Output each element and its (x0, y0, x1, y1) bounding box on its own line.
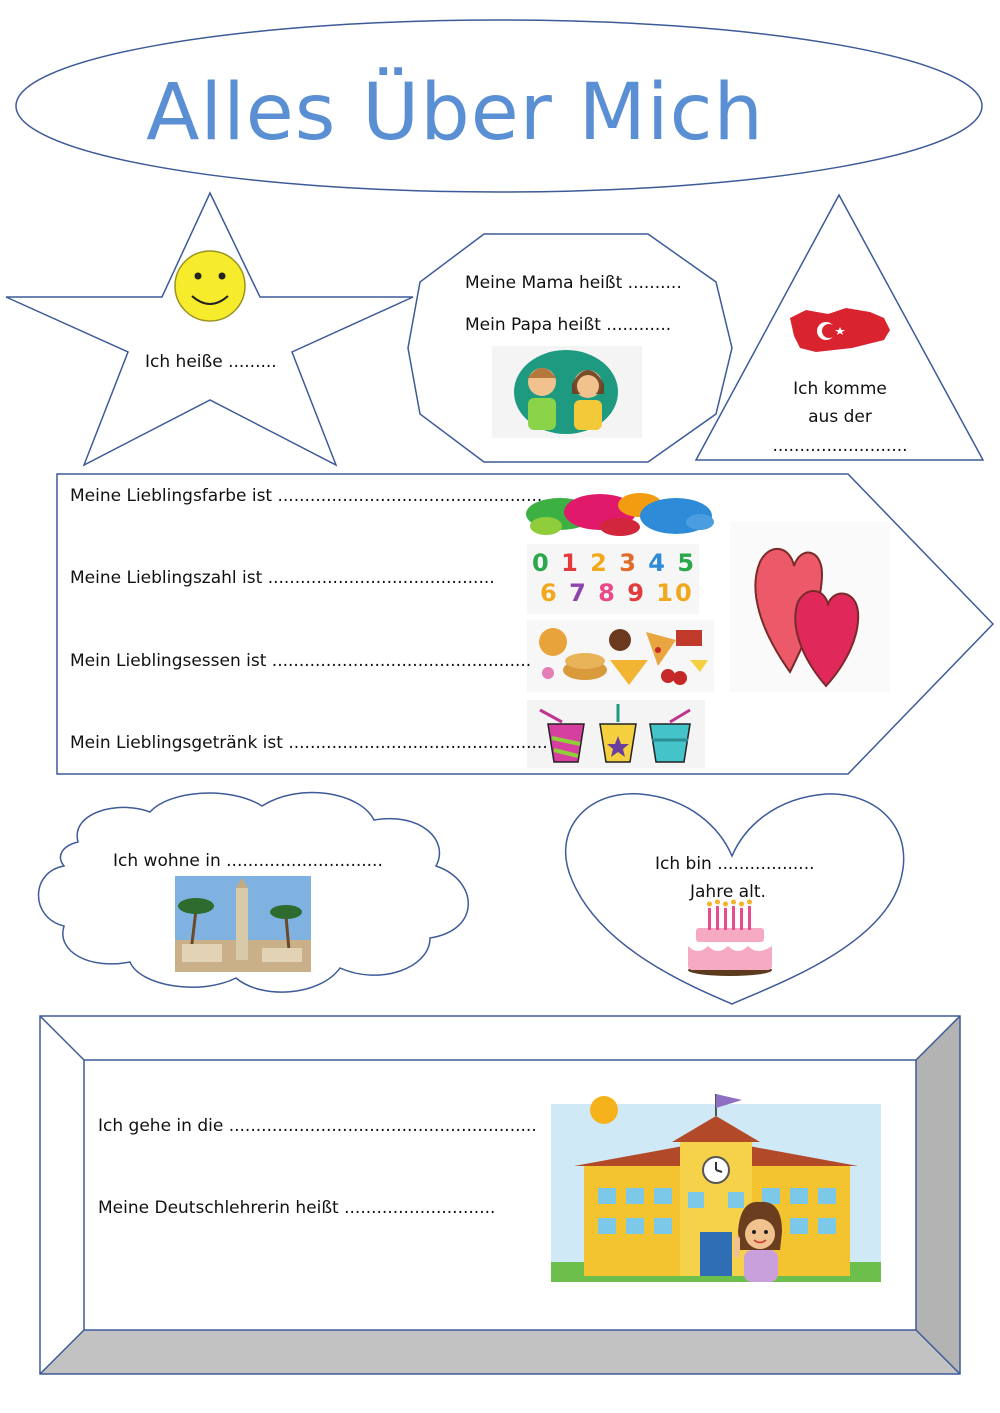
teacher-prompt: Meine Deutschlehrerin heißt ............................ (98, 1198, 496, 1218)
numbers-row-1 (530, 548, 698, 578)
page-title: Alles Über Mich (146, 68, 764, 158)
name-prompt: Ich heiße ......... (145, 352, 277, 372)
origin-prompt-line3: ......................... (772, 436, 908, 456)
papa-prompt: Mein Papa heißt ............ (465, 315, 672, 335)
digit-0: 0 (532, 549, 551, 577)
smiley-icon (175, 251, 245, 321)
clock-tower-photo (175, 876, 311, 972)
mama-prompt: Meine Mama heißt .......... (465, 273, 682, 293)
digit-9: 9 (627, 579, 646, 607)
turkey-map-icon (790, 308, 890, 352)
digit-8: 8 (598, 579, 617, 607)
cake-icon (688, 900, 772, 977)
favorite-food-prompt: Mein Lieblingsessen ist ................................................ (70, 651, 532, 671)
favorite-drink-prompt: Mein Lieblingsgetränk ist ................................................ (70, 733, 548, 753)
food-icon (527, 620, 714, 692)
paint-splash-icon (526, 493, 714, 536)
hearts-icon (730, 522, 890, 692)
origin-prompt-line1: Ich komme (793, 379, 887, 399)
favorite-color-prompt: Meine Lieblingsfarbe ist ................................................. (70, 486, 543, 506)
drinks-icon (527, 700, 705, 768)
favorite-number-prompt: Meine Lieblingszahl ist .......................................... (70, 568, 495, 588)
school-icon (551, 1094, 881, 1282)
parents-icon (492, 346, 642, 438)
digit-4: 4 (648, 549, 667, 577)
age-prompt-line2: Jahre alt. (690, 882, 766, 902)
digit-1: 1 (561, 549, 580, 577)
digit-7: 7 (569, 579, 588, 607)
school-prompt: Ich gehe in die ......................................................... (98, 1116, 537, 1136)
digit-5: 5 (677, 549, 697, 577)
star-shape (6, 193, 413, 465)
city-prompt: Ich wohne in ............................. (113, 851, 383, 871)
age-prompt-line1: Ich bin .................. (655, 854, 815, 874)
digit-10: 10 (656, 579, 694, 607)
numbers-row-2 (530, 578, 698, 608)
numbers-icon (530, 548, 698, 608)
origin-prompt-line2: aus der (808, 407, 872, 427)
digit-2: 2 (590, 549, 609, 577)
digit-3: 3 (619, 549, 638, 577)
digit-6: 6 (540, 579, 559, 607)
